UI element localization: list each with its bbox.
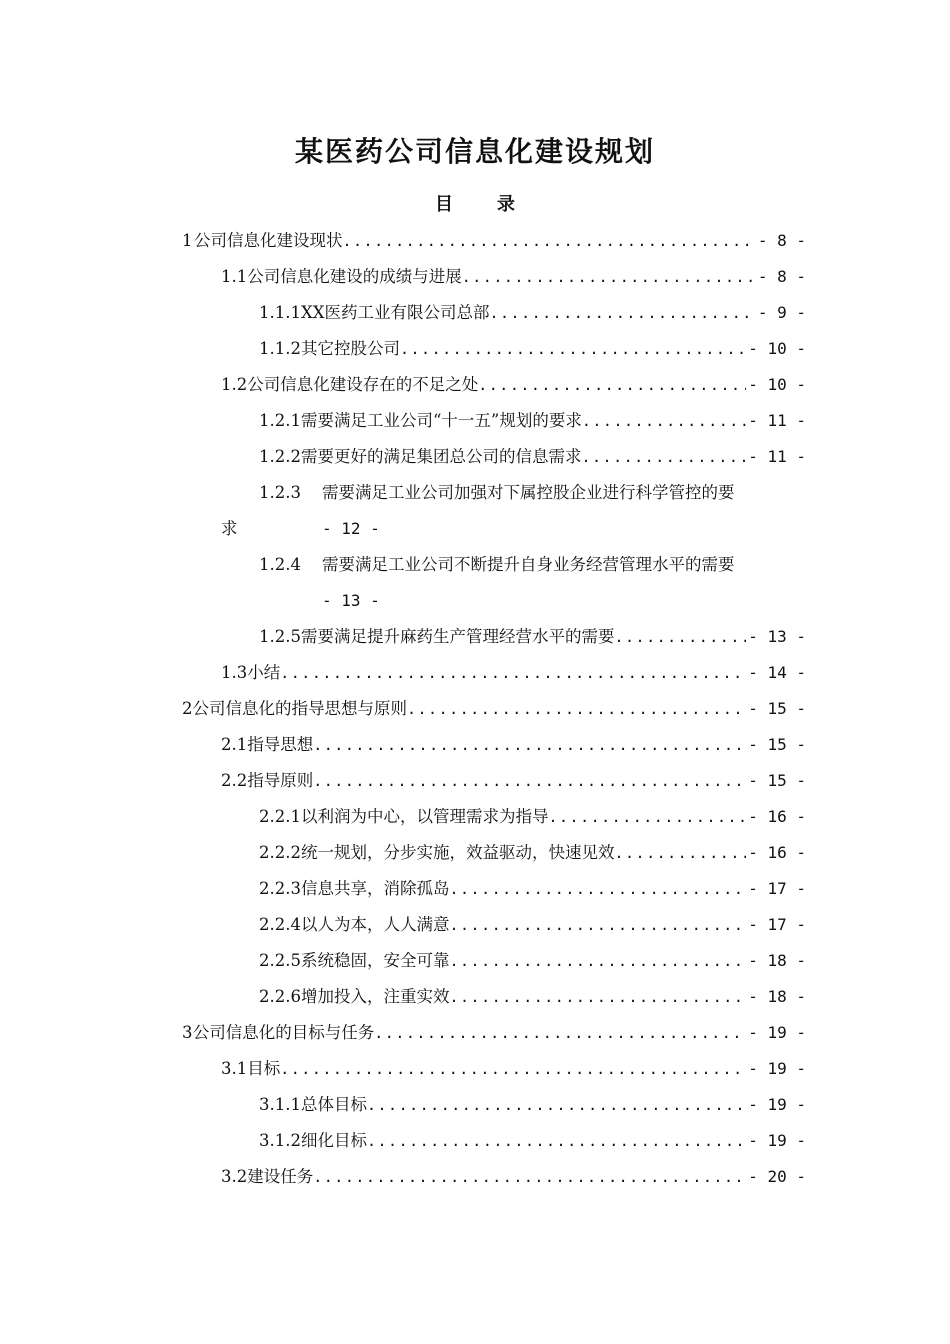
toc-entry-number: 2.1	[221, 735, 248, 754]
toc-entry-number: 2.2.4	[259, 915, 301, 934]
toc-leader-dots	[614, 626, 746, 648]
toc-entry-number: 2.2.2	[259, 843, 301, 862]
toc-entry[interactable]	[182, 698, 806, 720]
toc-entry-page: - 19 -	[748, 1059, 806, 1078]
toc-entry-text: XX医药工业有限公司总部	[300, 303, 490, 322]
toc-entry-text: 需要满足工业公司不断提升自身业务经营管理水平的需要	[322, 555, 735, 574]
toc-entry-number: 1	[182, 231, 193, 250]
toc-entry-number: 1.2	[221, 375, 248, 394]
toc-entry-text: 公司信息化建设存在的不足之处	[247, 375, 479, 394]
toc-entry-text: 目标	[247, 1059, 281, 1078]
toc-entry-text: 需要满足提升麻药生产管理经营水平的需要	[300, 627, 615, 646]
toc-entry-text: 小结	[247, 663, 281, 682]
toc-entry-text: 总体目标	[300, 1095, 367, 1114]
toc-entry-page-wrapped: - 12 -	[322, 519, 380, 538]
toc-leader-dots	[489, 302, 755, 324]
toc-entry-page: - 15 -	[748, 735, 806, 754]
toc-leader-dots	[614, 842, 746, 864]
toc-leader-dots	[462, 266, 756, 288]
toc-entry-number: 1.2.1	[259, 411, 301, 430]
toc-leader-dots	[449, 914, 746, 936]
toc-entry-continuation	[221, 518, 238, 540]
toc-entry-text: 系统稳固，安全可靠	[300, 951, 450, 970]
toc-entry[interactable]	[259, 1094, 806, 1116]
toc-entry-page: - 11 -	[748, 411, 806, 430]
toc-leader-dots	[280, 1058, 746, 1080]
toc-entry[interactable]	[259, 878, 806, 900]
toc-entry-text: 信息共享，消除孤岛	[300, 879, 450, 898]
toc-leader-dots	[280, 662, 746, 684]
toc-entry[interactable]	[259, 842, 806, 864]
toc-entry-number: 2.2.6	[259, 987, 301, 1006]
toc-leader-dots	[374, 1022, 746, 1044]
toc-entry[interactable]	[259, 986, 806, 1008]
toc-entry-number: 1.2.5	[259, 627, 301, 646]
toc-entry-number: 1.2.3	[259, 483, 301, 502]
toc-leader-dots	[548, 806, 746, 828]
toc-entry-page: - 18 -	[748, 951, 806, 970]
toc-entry-page: - 8 -	[757, 231, 806, 250]
toc-entry[interactable]	[259, 482, 806, 504]
toc-entry-text: 统一规划，分步实施，效益驱动，快速见效	[300, 843, 615, 862]
toc-entry-number: 2.2.5	[259, 951, 301, 970]
toc-entry[interactable]	[221, 1058, 806, 1080]
toc-entry-number: 2	[182, 699, 193, 718]
toc-entry[interactable]	[259, 626, 806, 648]
toc-leader-dots	[449, 878, 746, 900]
toc-entry[interactable]	[259, 806, 806, 828]
toc-leader-dots	[313, 770, 746, 792]
toc-entry-page: - 17 -	[748, 915, 806, 934]
toc-entry-number: 1.1	[221, 267, 248, 286]
toc-entry-page: - 8 -	[757, 267, 806, 286]
toc-entry-number: 3.1	[221, 1059, 248, 1078]
toc-entry-number: 1.1.2	[259, 339, 301, 358]
toc-entry-continuation-text: 求	[221, 519, 238, 538]
toc-leader-dots	[581, 446, 746, 468]
toc-entry-text: 其它控股公司	[300, 339, 400, 358]
toc-entry-page: - 15 -	[748, 699, 806, 718]
toc-entry[interactable]	[259, 1130, 806, 1152]
toc-entry-page: - 19 -	[748, 1095, 806, 1114]
toc-entry[interactable]	[259, 410, 806, 432]
toc-entry-page: - 14 -	[748, 663, 806, 682]
toc-leader-dots	[407, 698, 746, 720]
toc-entry-number: 3.1.1	[259, 1095, 301, 1114]
toc-entry-page: - 9 -	[757, 303, 806, 322]
toc-entry[interactable]	[221, 734, 806, 756]
toc-entry-text: 需要满足工业公司加强对下属控股企业进行科学管控的要	[322, 483, 735, 502]
toc-heading-char-1: 目	[435, 194, 453, 215]
toc-entry[interactable]	[221, 770, 806, 792]
toc-entry-text: 细化目标	[300, 1131, 367, 1150]
toc-entry[interactable]	[221, 662, 806, 684]
toc-entry-text: 以利润为中心，以管理需求为指导	[300, 807, 549, 826]
toc-entry-page: - 20 -	[748, 1167, 806, 1186]
toc-entry-page: - 19 -	[748, 1023, 806, 1042]
toc-entry-text: 指导原则	[247, 771, 314, 790]
toc-entry-number: 3	[182, 1023, 193, 1042]
toc-entry-text: 公司信息化的指导思想与原则	[192, 699, 407, 718]
toc-entry-text: 建设任务	[247, 1167, 314, 1186]
toc-entry-page: - 13 -	[748, 627, 806, 646]
toc-entry-text: 需要更好的满足集团总公司的信息需求	[300, 447, 582, 466]
toc-entry[interactable]	[221, 266, 806, 288]
toc-leader-dots	[400, 338, 746, 360]
toc-entry[interactable]	[259, 302, 806, 324]
toc-entry-number: 2.2.1	[259, 807, 301, 826]
toc-leader-dots	[478, 374, 746, 396]
toc-entry[interactable]	[182, 230, 806, 252]
toc-leader-dots	[313, 1166, 746, 1188]
toc-entry[interactable]	[221, 1166, 806, 1188]
toc-entry[interactable]	[259, 446, 806, 468]
toc-entry-number: 1.2.4	[259, 555, 301, 574]
toc-leader-dots	[367, 1130, 746, 1152]
toc-entry-text: 公司信息化建设的成绩与进展	[247, 267, 462, 286]
toc-entry-number: 1.2.2	[259, 447, 301, 466]
toc-leader-dots	[367, 1094, 746, 1116]
toc-entry-page: - 18 -	[748, 987, 806, 1006]
toc-entry-text: 指导思想	[247, 735, 314, 754]
toc-entry-page: - 19 -	[748, 1131, 806, 1150]
toc-entry-page: - 10 -	[748, 375, 806, 394]
toc-entry-number: 2.2.3	[259, 879, 301, 898]
toc-entry-page: - 17 -	[748, 879, 806, 898]
toc-entry[interactable]	[182, 1022, 806, 1044]
toc-entry-number: 1.1.1	[259, 303, 301, 322]
toc-entry-page: - 16 -	[748, 843, 806, 862]
toc-leader-dots	[582, 410, 746, 432]
document-title: 某医药公司信息化建设规划	[294, 135, 655, 168]
toc-heading-char-2: 录	[497, 194, 515, 215]
toc-entry-number: 3.1.2	[259, 1131, 301, 1150]
toc-entry-page: - 15 -	[748, 771, 806, 790]
toc-entry-page: - 11 -	[748, 447, 806, 466]
toc-entry-page: - 16 -	[748, 807, 806, 826]
toc-entry-text: 公司信息化建设现状	[193, 231, 343, 250]
toc-entry-text: 以人为本，人人满意	[300, 915, 450, 934]
toc-entry[interactable]	[221, 374, 806, 396]
toc-leader-dots	[342, 230, 755, 252]
toc-leader-dots	[449, 986, 746, 1008]
toc-entry-page: - 10 -	[748, 339, 806, 358]
toc-entry-number: 2.2	[221, 771, 248, 790]
toc-entry-number: 3.2	[221, 1167, 248, 1186]
toc-entry[interactable]	[259, 914, 806, 936]
toc-leader-dots	[313, 734, 746, 756]
toc-entry-text: 增加投入，注重实效	[300, 987, 450, 1006]
toc-entry-text: 公司信息化的目标与任务	[192, 1023, 375, 1042]
toc-entry[interactable]	[259, 554, 806, 576]
toc-entry[interactable]	[259, 338, 806, 360]
toc-entry[interactable]	[259, 950, 806, 972]
toc-entry-text: 需要满足工业公司“十一五”规划的要求	[300, 411, 582, 430]
toc-entry-page-wrapped: - 13 -	[322, 591, 380, 610]
toc-leader-dots	[449, 950, 746, 972]
toc-entry-number: 1.3	[221, 663, 248, 682]
